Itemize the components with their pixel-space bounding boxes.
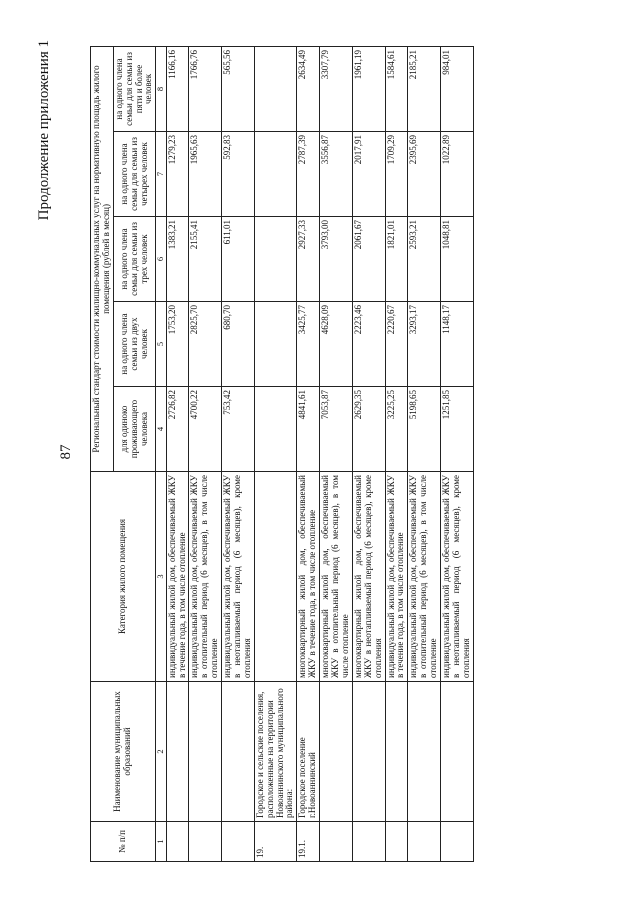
row-municipality: [320, 682, 353, 822]
value-single: 2629,35: [352, 387, 385, 472]
col-number: 2: [156, 682, 166, 822]
header-single: для одиноко проживающего человека: [113, 387, 156, 472]
col-number: 3: [156, 472, 166, 682]
col-number: 1: [156, 822, 166, 862]
value-five: 1166,16: [166, 46, 189, 131]
value-five: 2185,21: [408, 46, 441, 131]
value-three: 611,01: [222, 217, 255, 302]
value-two: 4628,09: [320, 302, 353, 387]
table-row: [166, 46, 189, 861]
value-single: 4700,22: [189, 387, 222, 472]
table-row: [297, 46, 320, 861]
row-municipality: [352, 682, 385, 822]
table-row: [320, 46, 353, 861]
header-three: на одного члена семьи для семьи из трех человек: [113, 217, 156, 302]
value-single: 4841,61: [297, 387, 320, 472]
value-two: 2223,46: [352, 302, 385, 387]
rotated-content: [30, 32, 610, 872]
value-four: 592,83: [222, 132, 255, 217]
value-three: [254, 217, 297, 302]
row-municipality: Городское и сельские поселения, расположенные на территории Новоаннинского муниципального района:: [254, 682, 297, 822]
value-four: 1709,29: [385, 132, 408, 217]
value-five: 1961,19: [352, 46, 385, 131]
value-three: 2593,21: [408, 217, 441, 302]
row-municipality: [440, 682, 473, 822]
table-row: [222, 46, 255, 861]
value-single: 5198,65: [408, 387, 441, 472]
value-four: 1022,89: [440, 132, 473, 217]
header-two: на одного члена семьи из двух человек: [113, 302, 156, 387]
row-no: [440, 822, 473, 862]
row-category: индивидуальный жилой дом, обеспечиваемый ЖКУ в неотапливаемый период (6 месяцев), кроме отопления: [222, 472, 255, 682]
row-no: [189, 822, 222, 862]
row-category: многоквартирный жилой дом, обеспечиваемый ЖКУ в неотапливаемый период (6 месяцев), кроме отопления: [352, 472, 385, 682]
row-municipality: [189, 682, 222, 822]
row-category: индивидуальный жилой дом, обеспечиваемый ЖКУ в отопительный период (6 месяцев), в том числе отопление: [189, 472, 222, 682]
value-three: 1383,21: [166, 217, 189, 302]
header-category: Категория жилого помещения: [91, 472, 156, 682]
row-category: многоквартирный жилой дом, обеспечиваемый ЖКУ в отопительный период (6 месяцев), в том числе отопление: [320, 472, 353, 682]
value-three: 2927,33: [297, 217, 320, 302]
value-three: 2061,67: [352, 217, 385, 302]
value-two: 2825,70: [189, 302, 222, 387]
value-four: [254, 132, 297, 217]
value-four: 2017,91: [352, 132, 385, 217]
row-no: [385, 822, 408, 862]
row-no: 19.: [254, 822, 297, 862]
value-five: 1766,76: [189, 46, 222, 131]
table-row: [352, 46, 385, 861]
value-two: 1148,17: [440, 302, 473, 387]
value-single: [254, 387, 297, 472]
value-two: 680,70: [222, 302, 255, 387]
value-two: 3293,17: [408, 302, 441, 387]
header-four: на одного члена семьи для семьи из четырех человек: [113, 132, 156, 217]
page-number: 87: [58, 444, 74, 460]
value-two: 3425,77: [297, 302, 320, 387]
table-body: [166, 46, 473, 861]
col-number: 7: [156, 132, 166, 217]
value-five: 3307,79: [320, 46, 353, 131]
value-five: 984,01: [440, 46, 473, 131]
row-municipality: [166, 682, 189, 822]
table-row: [385, 46, 408, 861]
value-five: 565,56: [222, 46, 255, 131]
row-municipality: [408, 682, 441, 822]
row-category: [254, 472, 297, 682]
row-no: [352, 822, 385, 862]
value-three: 3793,00: [320, 217, 353, 302]
value-single: 3225,25: [385, 387, 408, 472]
value-four: 1279,23: [166, 132, 189, 217]
header-group: Региональный стандарт стоимости жилищно-коммунальных услуг на нормативную площадь жилого помещения (рублей в месяц): [91, 46, 114, 471]
value-two: 2220,67: [385, 302, 408, 387]
value-three: 1821,01: [385, 217, 408, 302]
value-five: 1584,61: [385, 46, 408, 131]
value-two: [254, 302, 297, 387]
col-number: 6: [156, 217, 166, 302]
value-four: 2395,69: [408, 132, 441, 217]
value-four: 1965,63: [189, 132, 222, 217]
row-no: [320, 822, 353, 862]
table-row: [440, 46, 473, 861]
value-single: 1251,85: [440, 387, 473, 472]
regional-standard-table: [90, 46, 474, 862]
row-municipality: [385, 682, 408, 822]
row-municipality: Городское поселение г.Новоаннинский: [297, 682, 320, 822]
row-no: [408, 822, 441, 862]
row-category: индивидуальный жилой дом, обеспечиваемый ЖКУ в отопительный период (6 месяцев), в том числе отопление: [408, 472, 441, 682]
col-number: 4: [156, 387, 166, 472]
header-five: на одного члена семьи для семьи из пяти и более человек: [113, 46, 156, 131]
header-no: № п/п: [91, 822, 156, 862]
value-five: [254, 46, 297, 131]
value-single: 7053,87: [320, 387, 353, 472]
table-row: [408, 46, 441, 861]
value-three: 1048,81: [440, 217, 473, 302]
value-five: 2634,49: [297, 46, 320, 131]
header-municipality: Наименование муниципальных образований: [91, 682, 156, 822]
value-four: 2787,39: [297, 132, 320, 217]
row-category: индивидуальный жилой дом, обеспечиваемый ЖКУ в неотапливаемый период (6 месяцев), кроме отопления: [440, 472, 473, 682]
row-municipality: [222, 682, 255, 822]
value-single: 753,42: [222, 387, 255, 472]
row-no: [222, 822, 255, 862]
table-row: [254, 46, 297, 861]
continuation-label: Продолжение приложения 1: [36, 40, 52, 221]
row-no: [166, 822, 189, 862]
value-three: 2155,41: [189, 217, 222, 302]
value-single: 2726,82: [166, 387, 189, 472]
table-row: [189, 46, 222, 861]
row-category: многоквартирный жилой дом, обеспечиваемый ЖКУ в течение года, в том числе отопление: [297, 472, 320, 682]
col-number: 5: [156, 302, 166, 387]
value-four: 3556,87: [320, 132, 353, 217]
row-no: 19.1.: [297, 822, 320, 862]
col-number: 8: [156, 46, 166, 131]
value-two: 1753,20: [166, 302, 189, 387]
row-category: индивидуальный жилой дом, обеспечиваемый ЖКУ в течение года, в том числе отопление: [166, 472, 189, 682]
row-category: индивидуальный жилой дом, обеспечиваемый ЖКУ в течение года, в том числе отопление: [385, 472, 408, 682]
